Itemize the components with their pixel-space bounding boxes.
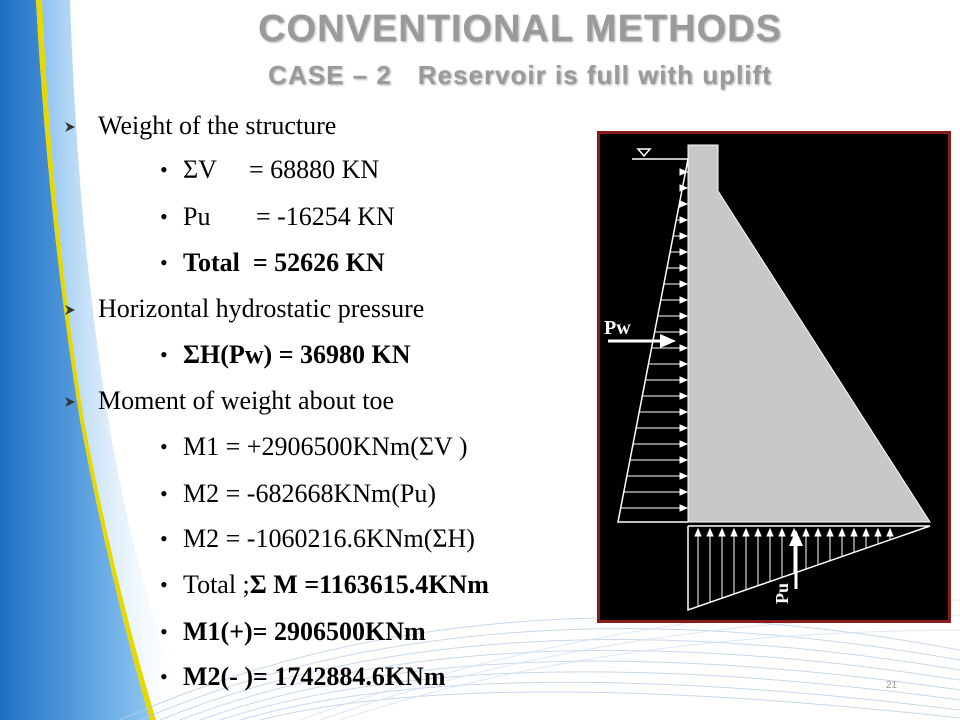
pressure-arrowhead (680, 361, 687, 367)
pressure-arrowhead (680, 425, 687, 431)
uplift-arrowhead (767, 529, 773, 536)
pu-label: Pu (772, 582, 792, 604)
pressure-arrowhead (680, 409, 687, 415)
uplift-arrowhead (755, 529, 761, 536)
case-label: CASE – 2 (268, 60, 392, 90)
uplift-arrowhead (731, 529, 737, 536)
pressure-arrowhead (680, 233, 687, 239)
pw-label: Pw (604, 317, 631, 339)
pressure-arrowhead (680, 345, 687, 351)
uplift-arrowhead (875, 529, 881, 536)
bullet-dot-icon: • (160, 434, 168, 459)
bullet-dot-icon: • (160, 526, 168, 551)
dam-figure (597, 131, 951, 623)
case-description: Reservoir is full with uplift (417, 60, 772, 90)
uplift-arrowhead (719, 529, 725, 536)
bullet-dot-icon: • (160, 572, 168, 597)
list-item-total-moment (183, 570, 489, 600)
uplift-arrowhead (707, 529, 713, 536)
bullet-dot-icon: • (160, 664, 168, 689)
bullet-dot-icon: • (160, 481, 168, 506)
bullet-dot-icon: • (160, 250, 168, 275)
pressure-arrowhead (680, 313, 687, 319)
list-item-m2-h: M2 = -1060216.6KNm(ΣH) (183, 524, 475, 553)
pressure-arrowhead (680, 441, 687, 447)
pressure-arrowhead (680, 281, 687, 287)
uplift-arrowhead (851, 529, 857, 536)
pressure-arrowhead (680, 265, 687, 271)
bullet-dot-icon: • (160, 204, 168, 229)
pressure-arrowhead (680, 457, 687, 463)
arrow-bullet-icon (64, 396, 76, 408)
list-item-total-weight: Total = 52626 KN (183, 248, 385, 277)
pressure-arrowhead (680, 489, 687, 495)
pressure-arrowhead (680, 329, 687, 335)
bullet-dot-icon: • (160, 619, 168, 644)
page-number: 21 (886, 680, 898, 691)
list-item-sum-h: ΣH(Pw) = 36980 KN (183, 340, 411, 369)
uplift-arrowhead (695, 529, 701, 536)
pressure-arrowhead (680, 201, 687, 207)
pressure-arrowhead (680, 217, 687, 223)
list-item-weight: Weight of the structure (98, 111, 337, 140)
list-item-m2-negative: M2(- )= 1742884.6KNm (183, 662, 446, 691)
pressure-arrowhead (680, 377, 687, 383)
dam-diagram (600, 134, 948, 620)
uplift-arrowhead (779, 529, 785, 536)
uplift-arrowhead (827, 529, 833, 536)
list-item-m1-positive: M1(+)= 2906500KNm (183, 617, 426, 646)
uplift-arrowhead (743, 529, 749, 536)
slide-title: CONVENTIONAL METHODS (258, 8, 782, 50)
bullet-dot-icon: • (160, 342, 168, 367)
uplift-arrowhead (815, 529, 821, 536)
list-item-pu: Pu = -16254 KN (183, 202, 395, 231)
list-item-sum-v: ΣV = 68880 KN (183, 155, 380, 184)
bullet-dot-icon: • (160, 157, 168, 182)
pressure-arrowhead (680, 297, 687, 303)
arrow-bullet-icon (64, 304, 76, 316)
total-moment-value: Σ M =1163615.4KNm (249, 570, 489, 599)
list-item-m2-pu: M2 = -682668KNm(Pu) (183, 479, 436, 508)
slide-subtitle (250, 60, 790, 91)
total-moment-prefix: Total ; (183, 570, 250, 599)
uplift-arrowhead (803, 529, 809, 536)
uplift-arrowhead (887, 529, 893, 536)
uplift-arrowhead (839, 529, 845, 536)
list-item-moment: Moment of weight about toe (98, 386, 395, 415)
pressure-arrowhead (680, 505, 687, 511)
pressure-arrowhead (680, 393, 687, 399)
pressure-arrowhead (680, 249, 687, 255)
list-item-m1: M1 = +2906500KNm(ΣV ) (183, 432, 468, 461)
uplift-arrowhead (863, 529, 869, 536)
list-item-hydrostatic: Horizontal hydrostatic pressure (98, 294, 425, 323)
arrow-bullet-icon (64, 121, 76, 133)
pressure-arrowhead (680, 473, 687, 479)
